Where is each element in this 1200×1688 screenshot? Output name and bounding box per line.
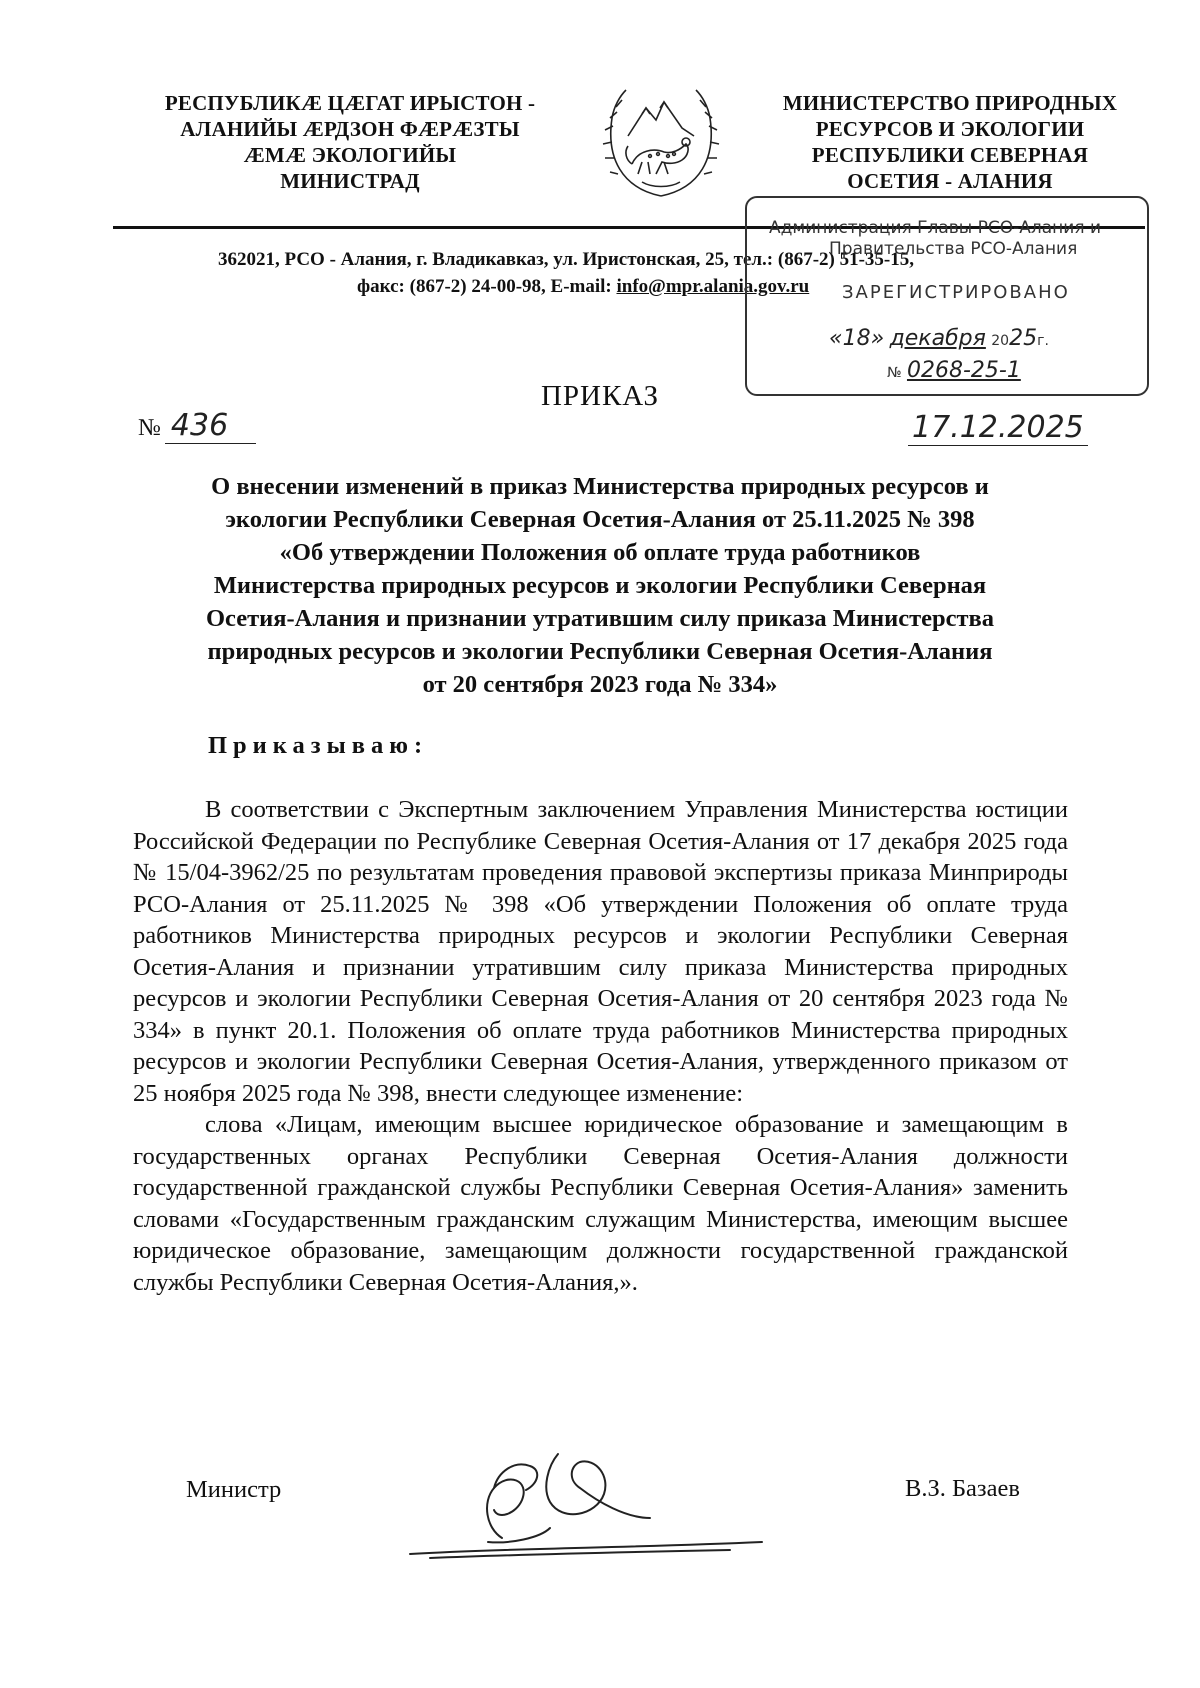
subject-line: экологии Республики Северная Осетия-Алания от 25.11.2025 № 398 [225, 506, 975, 533]
handwritten-signature [390, 1418, 770, 1568]
header-right-line: РЕСУРСОВ И ЭКОЛОГИИ [815, 117, 1085, 141]
order-body [133, 794, 1068, 1298]
header-right-line: ОСЕТИЯ - АЛАНИЯ [847, 169, 1053, 193]
header-left-block [120, 90, 580, 194]
subject-line: Осетия-Алания и признании утратившим силу приказа Министерства [205, 605, 995, 632]
stamp-date-day: «18» [829, 326, 885, 351]
order-date: 17.12.2025 [908, 410, 1088, 446]
order-number [138, 408, 256, 444]
stamp-date [829, 326, 1049, 351]
header-left-line: ӔМӔ ЭКОЛОГИЙЫ [243, 143, 457, 167]
stamp-status: ЗАРЕГИСТРИРОВАНО [842, 282, 1070, 303]
stamp-org-line: Правительства РСО-Алания [829, 239, 1078, 259]
header-right-block [755, 90, 1145, 194]
stamp-date-month: декабря [889, 326, 986, 351]
subject-line: Министерства природных ресурсов и экологии Республики Северная [213, 572, 987, 599]
stamp-date-year-prefix: 20 [991, 333, 1010, 349]
order-number-label: № [138, 415, 161, 441]
subject-line: «Об утверждении Положения об оплате труда работников [279, 539, 921, 566]
stamp-number-label: № [887, 365, 902, 381]
address-fax: факс: (867-2) 24-00-98, E-mail: [357, 276, 617, 297]
coat-of-arms-icon [602, 78, 720, 200]
stamp-number-value: 0268-25-1 [906, 358, 1021, 383]
subject-line: от 20 сентября 2023 года № 334» [422, 671, 778, 698]
body-paragraph: В соответствии с Экспертным заключением Управления Министерства юстиции Российской Федерации по Республике Северная Осетия-Алания от 17 декабря 2025 года № 15/04-3962/25 по результатам проведения правовой экспертизы приказа Минприроды РСО-Алания от 25.11.2025 № 398 «Об утверждении Положения об оплате труда работников Министерства природных ресурсов и экологии Республики Северная Осетия-Алания и признании утратившим силу приказа Министерства природных ресурсов и экологии Республики Северная Осетия-Алания от 20 сентября 2023 года № 334» в пункт 20.1. Положения об оплате труда работников Министерства природных ресурсов и экологии Республики Северная Осетия-Алания, утвержденного приказом от 25 ноября 2025 года № 398, внести следующее изменение: [133, 796, 1068, 1107]
signatory-name: В.З. Базаев [905, 1475, 1020, 1502]
subject-line: О внесении изменений в приказ Министерства природных ресурсов и [211, 473, 989, 500]
registration-stamp [745, 196, 1149, 396]
address-line: 362021, РСО - Алания, г. Владикавказ, ул. Иристонская, 25, тел.: (867-2) 51-35-15, [218, 249, 915, 270]
stamp-date-suffix: г. [1037, 333, 1049, 349]
stamp-org-line: Администрация Главы РСО-Алания и [769, 218, 1102, 238]
header-right-line: МИНИСТЕРСТВО ПРИРОДНЫХ [782, 91, 1118, 115]
header-left-line: МИНИСТРАД [280, 169, 420, 193]
email-link[interactable]: info@mpr.alania.gov.ru [616, 276, 810, 297]
order-number-value: 436 [165, 408, 256, 444]
header-left-line: АЛАНИЙЫ ӔРДЗОН ФӔРӔЗТЫ [180, 117, 520, 141]
subject-line: природных ресурсов и экологии Республики Северная Осетия-Алания [207, 638, 993, 665]
header-left-line: РЕСПУБЛИКӔ ЦӔГАТ ИРЫСТОН - [164, 91, 536, 115]
order-word: Приказываю: [208, 732, 429, 759]
body-paragraph: слова «Лицам, имеющим высшее юридическое образование и замещающим в государственных органах Республики Северная Осетия-Алания должности государственной гражданской службы Республики Северная Осетия-Алания» заменить словами «Государственным гражданским служащим Министерства, имеющим высшее юридическое образование, замещающим должности государственной гражданской службы Республики Северная Осетия-Алания,». [133, 1111, 1068, 1296]
header-right-line: РЕСПУБЛИКИ СЕВЕРНАЯ [811, 143, 1089, 167]
order-subject [130, 470, 1070, 701]
stamp-date-year-suffix: 25 [1009, 326, 1038, 351]
address-fax-line [357, 276, 809, 298]
signatory-role: Министр [186, 1476, 282, 1503]
document-type-title: ПРИКАЗ [540, 380, 660, 412]
